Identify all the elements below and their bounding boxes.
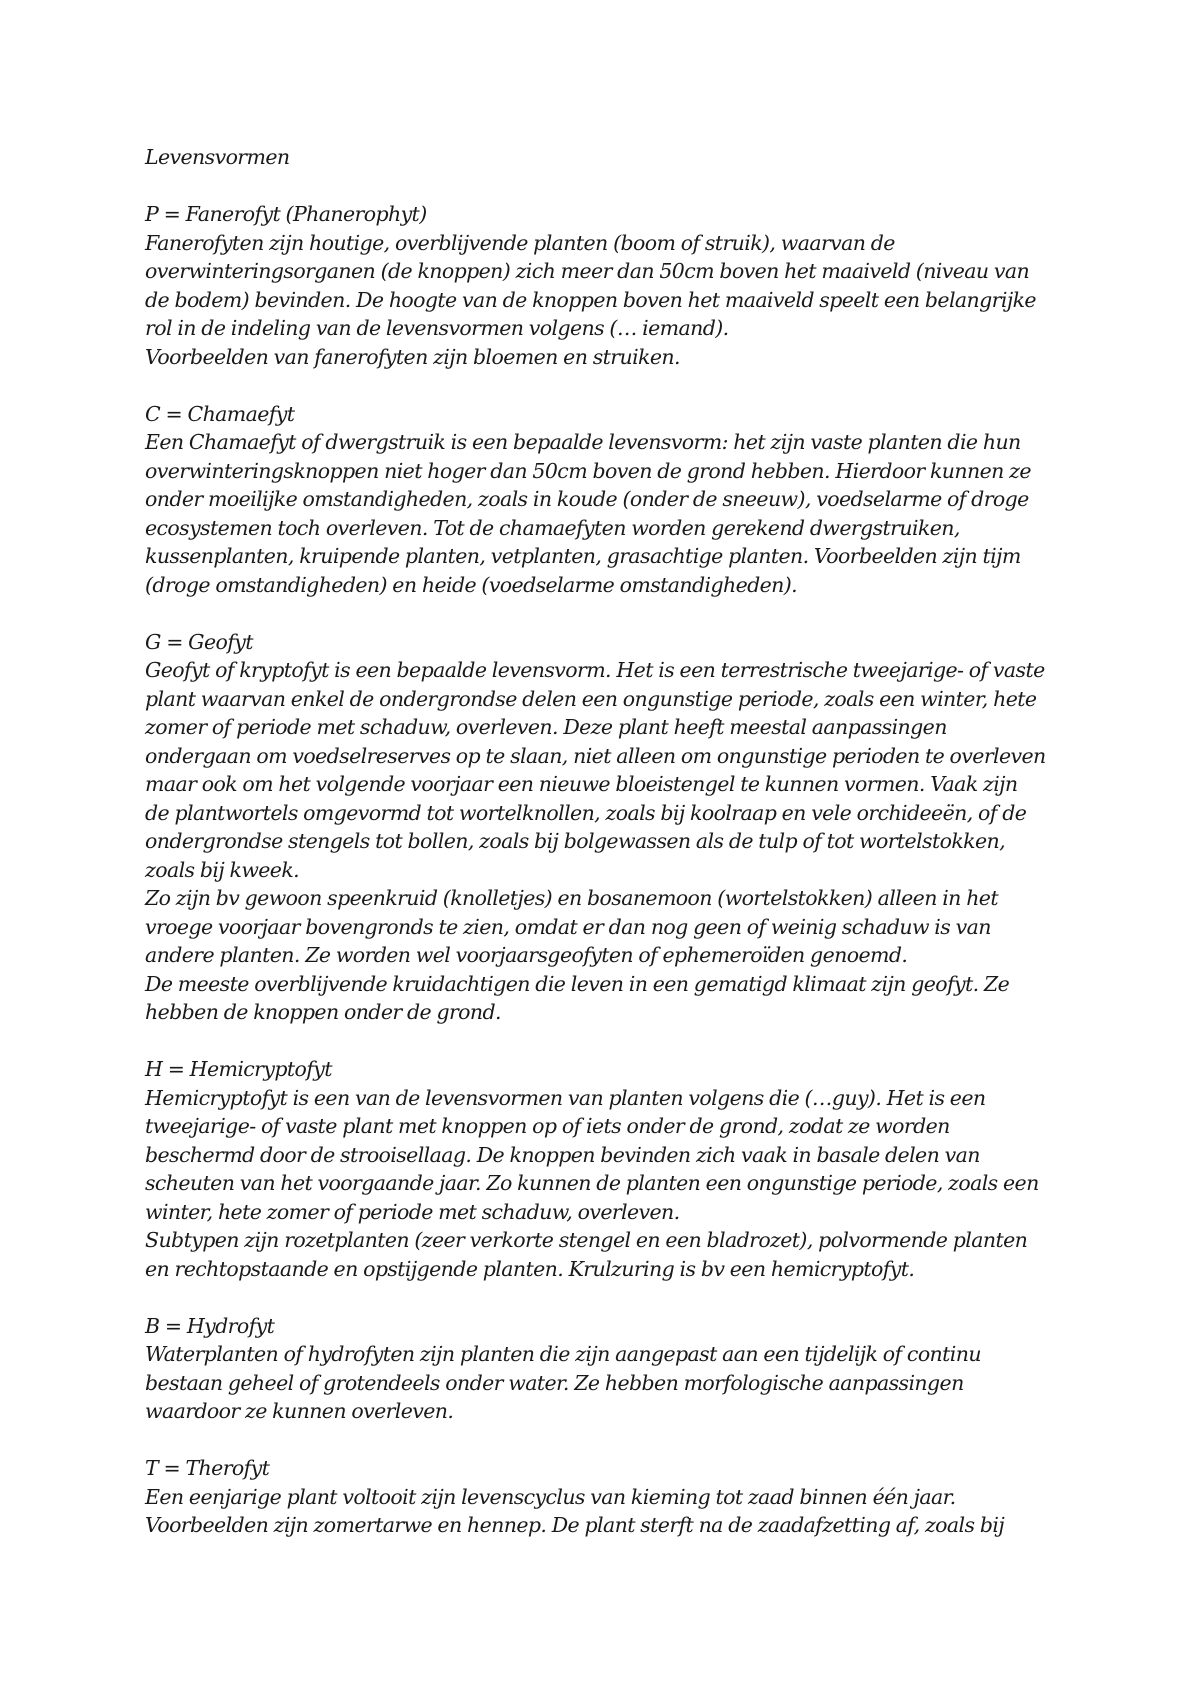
document-page xyxy=(145,143,1075,1568)
paragraph: Zo zijn bv gewoon speenkruid (knolletjes) en bosanemoon (wortelstokken) alleen in het vroege voorjaar bovengronds te zien, omdat er dan nog geen of weinig schaduw is van andere planten. Ze worden wel voorjaarsgeofyten of ephemeroïden genoemd. xyxy=(145,886,998,967)
section-heading: G = Geofyt xyxy=(145,629,253,654)
section-geofyt xyxy=(145,628,1075,1027)
paragraph: Hemicryptofyt is een van de levensvormen van planten volgens die (…guy). Het is een tweejarige- of vaste plant met knoppen op of iets onder de grond, zodat ze worden beschermd door de strooisellaag. De knoppen bevinden zich vaak in basale delen van scheuten van het voorgaande jaar. Zo kunnen de planten een ongunstige periode, zoals een winter, hete zomer of periode met schaduw, overleven. xyxy=(145,1085,1039,1224)
section-heading: B = Hydrofyt xyxy=(145,1313,275,1338)
section-hemicryptofyt xyxy=(145,1055,1075,1283)
paragraph: Voorbeelden van fanerofyten zijn bloemen en struiken. xyxy=(145,344,680,369)
paragraph: Een Chamaefyt of dwergstruik is een bepaalde levensvorm: het zijn vaste planten die hun overwinteringsknoppen niet hoger dan 50cm boven de grond hebben. Hierdoor kunnen ze onder moeilijke omstandigheden, zoals in koude (onder de sneeuw), voedselarme of droge ecosystemen toch overleven. Tot de chamaefyten worden gerekend dwergstruiken, kussenplanten, kruipende planten, vetplanten, grasachtige planten. Voorbeelden zijn tijm (droge omstandigheden) en heide (voedselarme omstandigheden). xyxy=(145,430,1031,597)
section-chamaefyt xyxy=(145,400,1075,600)
paragraph: Geofyt of kryptofyt is een bepaalde levensvorm. Het is een terrestrische tweejarige- of vaste plant waarvan enkel de ondergrondse delen een ongunstige periode, zoals een winter, hete zomer of periode met schaduw, overleven. Deze plant heeft meestal aanpassingen ondergaan om voedselreserves op te slaan, niet alleen om ongunstige perioden te overleven maar ook om het volgende voorjaar een nieuwe bloeistengel te kunnen vormen. Vaak zijn de plantwortels omgevormd tot wortelknollen, zoals bij koolraap en vele orchideeën, of de ondergrondse stengels tot bollen, zoals bij bolgewassen als de tulp of tot wortelstokken, zoals bij kweek. xyxy=(145,658,1046,882)
paragraph: Fanerofyten zijn houtige, overblijvende planten (boom of struik), waarvan de overwinteringsorganen (de knoppen) zich meer dan 50cm boven het maaiveld (niveau van de bodem) bevinden. De hoogte van de knoppen boven het maaiveld speelt een belangrijke rol in de indeling van de levensvormen volgens (… iemand). xyxy=(145,230,1036,340)
paragraph: De meeste overblijvende kruidachtigen die leven in een gematigd klimaat zijn geofyt. Ze hebben de knoppen onder de grond. xyxy=(145,971,1010,1024)
section-heading: T = Therofyt xyxy=(145,1456,270,1480)
document-title: Levensvormen xyxy=(145,145,290,169)
paragraph: Een eenjarige plant voltooit zijn levenscyclus van kieming tot zaad binnen één jaar. Voorbeelden zijn zomertarwe en hennep. De plant sterft na de zaadafzetting af, zoals bij xyxy=(145,1484,1005,1537)
paragraph: Waterplanten of hydrofyten zijn planten die zijn aangepast aan een tijdelijk of continu bestaan geheel of grotendeels onder water. Ze hebben morfologische aanpassingen waardoor ze kunnen overleven. xyxy=(145,1342,981,1423)
paragraph: Subtypen zijn rozetplanten (zeer verkorte stengel en een bladrozet), polvormende planten en rechtopstaande en opstijgende planten. Krulzuring is bv een hemicryptofyt. xyxy=(145,1228,1028,1281)
section-therofyt xyxy=(145,1454,1075,1540)
section-hydrofyt xyxy=(145,1312,1075,1426)
section-heading: H = Hemicryptofyt xyxy=(145,1057,332,1081)
section-heading: P = Fanerofyt (Phanerophyt) xyxy=(145,202,427,226)
section-heading: C = Chamaefyt xyxy=(145,401,295,426)
section-fanerofyt xyxy=(145,200,1075,371)
